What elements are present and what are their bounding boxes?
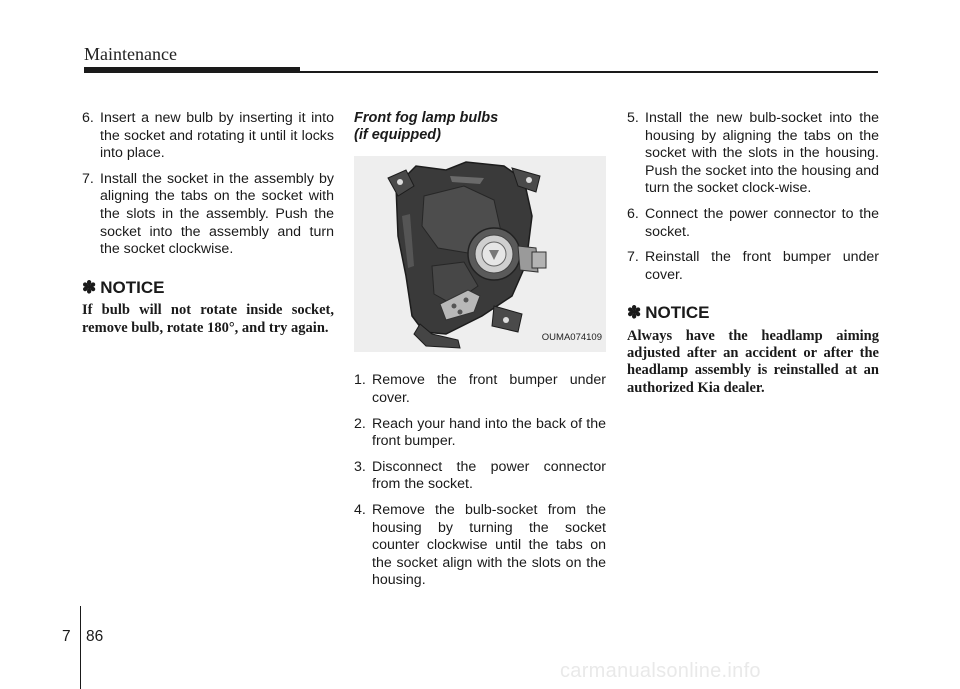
fog-lamp-illustration [354,156,606,352]
notice-heading [82,279,334,297]
subsection-heading [354,110,606,144]
step-number: 6. [82,110,94,126]
step-item [627,249,879,284]
page-number: 86 [86,628,104,645]
step-item [354,459,606,494]
notice-title: NOTICE [645,303,710,323]
step-number: 3. [354,458,366,475]
notice-body: If bulb will not rotate inside socket, remove bulb, rotate 180°, and try again. [82,302,334,336]
step-text: Reinstall the front bumper under cover. [645,249,879,283]
step-text: Insert a new bulb by inserting it into the socket and rotating it until it locks into place. [100,110,334,162]
step-number: 4. [354,501,366,518]
step-text: Install the new bulb-socket into the housing by aligning the tabs on the socket with the slots in the housing. Push the socket into the housing and turn the socket clock-wise. [645,110,879,197]
asterisk-icon: ✽ [627,303,642,323]
step-item [627,110,879,198]
fog-lamp-figure [354,156,606,352]
step-number: 6. [627,205,639,222]
header-rule-thin [300,71,878,73]
header-rule-thick [84,67,300,73]
step-text: Remove the bulb-socket from the housing by turning the socket counter clockwise until the tabs on the socket align with the slots on the housing. [372,501,606,589]
step-number: 2. [354,415,366,432]
subsection-heading-line: (if equipped) [354,127,441,144]
notice-body: Always have the headlamp aiming adjusted after an accident or after the headlamp assembly is reinstalled at an authorized Kia dealer. [627,327,879,396]
figure-code: OUMA074109 [541,331,602,343]
step-number: 7. [82,170,94,187]
step-item [82,110,334,163]
step-item [627,206,879,241]
middle-column [354,110,606,598]
step-item [354,372,606,407]
notice-heading [627,304,879,322]
subsection-heading-line: Front fog lamp bulbs [354,110,499,126]
step-item [354,502,606,590]
step-item [82,171,334,259]
right-column [627,110,879,397]
notice-title: NOTICE [100,277,165,297]
step-number: 1. [354,372,366,389]
section-title: Maintenance [84,44,177,64]
step-number: 5. [627,110,639,126]
asterisk-icon: ✽ [82,277,97,297]
step-text: Disconnect the power connector from the socket. [372,458,606,493]
page-divider [80,606,81,689]
step-text: Reach your hand into the back of the front bumper. [372,415,606,450]
watermark: carmanualsonline.info [560,660,761,682]
step-text: Remove the front bumper under cover. [372,372,606,406]
step-text: Connect the power connector to the socket. [645,205,879,240]
step-number: 7. [627,249,639,266]
left-column [82,110,334,337]
step-text: Install the socket in the assembly by aligning the tabs on the socket with the slots in the assembly. Push the socket into the assembly and turn the socket clockwise. [100,170,334,258]
step-item [354,416,606,451]
chapter-number: 7 [62,628,71,645]
